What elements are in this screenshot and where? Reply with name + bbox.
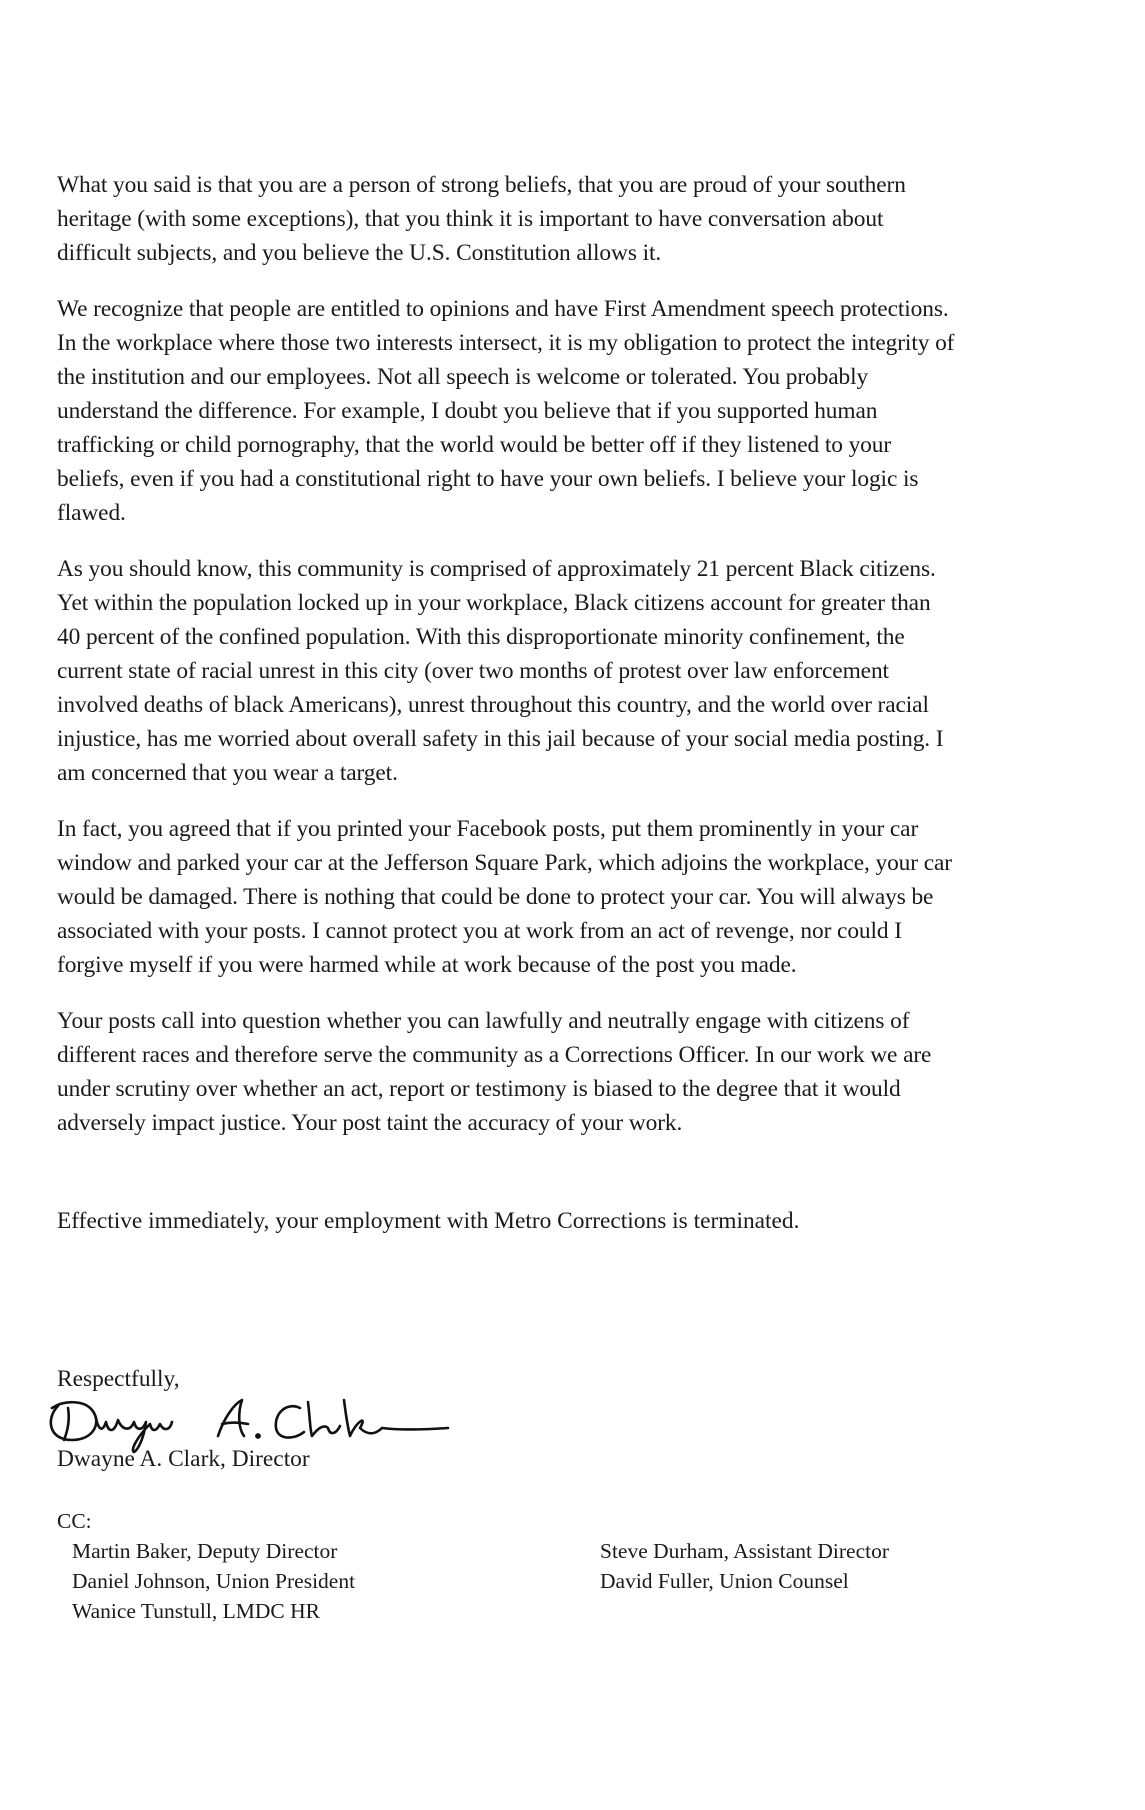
text-line: current state of racial unrest in this city (over two months of protest over law enforcement bbox=[57, 658, 889, 684]
paragraph-community bbox=[57, 552, 1122, 790]
text-line: flawed. bbox=[57, 500, 126, 526]
text-line: In the workplace where those two interests intersect, it is my obligation to protect the integrity of bbox=[57, 330, 955, 356]
cc-recipient: Wanice Tunstull, LMDC HR bbox=[72, 1599, 320, 1623]
text-line: under scrutiny over whether an act, report or testimony is biased to the degree that it would bbox=[57, 1076, 901, 1102]
termination-statement: Effective immediately, your employment with Metro Corrections is terminated. bbox=[57, 1208, 800, 1234]
text-line: am concerned that you wear a target. bbox=[57, 760, 398, 786]
cc-recipient: Daniel Johnson, Union President bbox=[72, 1569, 356, 1593]
cc-recipient: David Fuller, Union Counsel bbox=[600, 1569, 849, 1593]
paragraph-posts bbox=[57, 1004, 1122, 1140]
text-line: forgive myself if you were harmed while at work because of the post you made. bbox=[57, 952, 797, 978]
paragraph-beliefs bbox=[57, 168, 1122, 270]
signer-name: Dwayne A. Clark, Director bbox=[57, 1446, 310, 1472]
text-line: associated with your posts. I cannot protect you at work from an act of revenge, nor could I bbox=[57, 918, 902, 944]
complimentary-close: Respectfully, bbox=[57, 1366, 180, 1392]
text-line: understand the difference. For example, I doubt you believe that if you supported human bbox=[57, 398, 878, 424]
text-line: would be damaged. There is nothing that could be done to protect your car. You will always be bbox=[57, 884, 934, 910]
text-line: injustice, has me worried about overall safety in this jail because of your social media posting. I bbox=[57, 726, 944, 752]
text-line: difficult subjects, and you believe the U.S. Constitution allows it. bbox=[57, 240, 662, 266]
cc-label: CC: bbox=[57, 1509, 92, 1533]
text-line: Your posts call into question whether you can lawfully and neutrally engage with citizens of bbox=[57, 1008, 910, 1034]
text-line: the institution and our employees. Not all speech is welcome or tolerated. You probably bbox=[57, 364, 869, 390]
cc-recipient: Martin Baker, Deputy Director bbox=[72, 1539, 338, 1563]
cc-list-left bbox=[72, 1536, 355, 1626]
text-line: window and parked your car at the Jefferson Square Park, which adjoins the workplace, your car bbox=[57, 850, 952, 876]
text-line: beliefs, even if you had a constitutional right to have your own beliefs. I believe your logic is bbox=[57, 466, 919, 492]
text-line: In fact, you agreed that if you printed your Facebook posts, put them prominently in your car bbox=[57, 816, 919, 842]
text-line: As you should know, this community is comprised of approximately 21 percent Black citizens. bbox=[57, 556, 936, 582]
text-line: 40 percent of the confined population. With this disproportionate minority confinement, the bbox=[57, 624, 905, 650]
text-line: adversely impact justice. Your post taint the accuracy of your work. bbox=[57, 1110, 683, 1136]
cc-recipient: Steve Durham, Assistant Director bbox=[600, 1539, 890, 1563]
text-line: What you said is that you are a person of strong beliefs, that you are proud of your southern bbox=[57, 172, 906, 198]
letter-body bbox=[57, 168, 1122, 1162]
cc-list-right bbox=[600, 1536, 889, 1596]
paragraph-speech bbox=[57, 292, 1122, 530]
text-line: trafficking or child pornography, that the world would be better off if they listened to your bbox=[57, 432, 892, 458]
text-line: heritage (with some exceptions), that you think it is important to have conversation about bbox=[57, 206, 884, 232]
text-line: involved deaths of black Americans), unrest throughout this country, and the world over racial bbox=[57, 692, 929, 718]
paragraph-car bbox=[57, 812, 1122, 982]
text-line: different races and therefore serve the community as a Corrections Officer. In our work we are bbox=[57, 1042, 932, 1068]
text-line: We recognize that people are entitled to opinions and have First Amendment speech protections. bbox=[57, 296, 949, 322]
text-line: Yet within the population locked up in your workplace, Black citizens account for greater than bbox=[57, 590, 931, 616]
